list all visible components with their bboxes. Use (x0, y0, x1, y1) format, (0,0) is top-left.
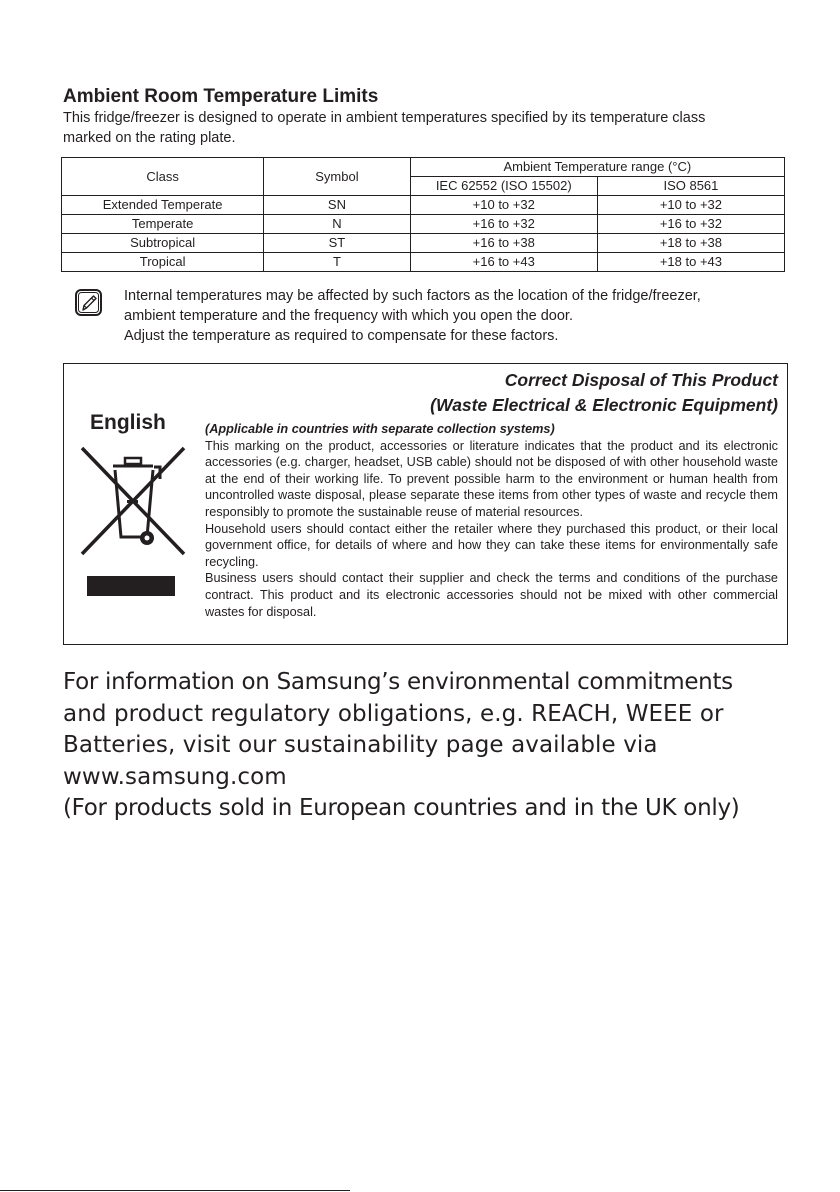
weee-title: Correct Disposal of This Product (504, 370, 778, 390)
header-class: Class (62, 158, 264, 196)
crossed-out-wheelie-bin-icon (80, 446, 186, 556)
note-pencil-icon (75, 289, 102, 316)
temperature-class-table (61, 157, 785, 272)
note-line-3: Adjust the temperature as required to compensate for these factors. (124, 328, 559, 344)
language-label: English (90, 411, 166, 434)
weee-applicable-note: (Applicable in countries with separate collection systems) (205, 422, 555, 436)
cell-iso: +18 to +43 (597, 253, 784, 272)
black-bar (87, 576, 175, 596)
samsung-line-3: Batteries, visit our sustainability page available via (63, 732, 658, 758)
table-row (62, 215, 785, 234)
header-iec: IEC 62552 (ISO 15502) (410, 177, 597, 196)
cell-iso: +10 to +32 (597, 196, 784, 215)
weee-paragraph-2: Household users should contact either the retailer where they purchased this product, or their local government office, for details of where and how they can take these items for environmentally safe recycling. (205, 521, 778, 569)
samsung-line-2: and product regulatory obligations, e.g. REACH, WEEE or (63, 700, 724, 727)
intro-text (63, 108, 783, 148)
cell-iso: +18 to +38 (597, 234, 784, 253)
cell-iso: +16 to +32 (597, 215, 784, 234)
cell-symbol: N (264, 215, 410, 234)
cell-class: Temperate (62, 215, 264, 234)
note-text (124, 286, 784, 346)
note-line-1: Internal temperatures may be affected by such factors as the location of the fridge/freezer, (124, 288, 701, 304)
cell-iec: +16 to +43 (410, 253, 597, 272)
header-iso: ISO 8561 (597, 177, 784, 196)
intro-line-2: marked on the rating plate. (63, 130, 236, 146)
note-line-2: ambient temperature and the frequency with which you open the door. (124, 308, 573, 324)
weee-paragraph-1: This marking on the product, accessories or literature indicates that the product and its electronic accessories (e.g. charger, headset, USB cable) should not be disposed of with other household waste at the end of their working life. To prevent possible harm to the environment or human health from uncontrolled waste disposal, please separate these items from other types of waste and recycle them responsibly to promote the sustainable reuse of material resources. (205, 438, 778, 519)
weee-body-text (205, 421, 778, 620)
section-title: Ambient Room Temperature Limits (63, 86, 379, 107)
cell-class: Tropical (62, 253, 264, 272)
cell-iec: +16 to +38 (410, 234, 597, 253)
header-symbol: Symbol (264, 158, 410, 196)
cell-iec: +16 to +32 (410, 215, 597, 234)
cell-symbol: ST (264, 234, 410, 253)
samsung-sustainability-info (63, 667, 783, 825)
cell-iec: +10 to +32 (410, 196, 597, 215)
samsung-line-1: For information on Samsung’s environmental commitments (63, 669, 733, 695)
table-row (62, 196, 785, 215)
samsung-website-link[interactable]: www.samsung.com (63, 763, 287, 790)
weee-paragraph-3: Business users should contact their supplier and check the terms and conditions of the purchase contract. This product and its electronic accessories should not be mixed with other commercial wastes for disposal. (205, 571, 778, 619)
cell-symbol: T (264, 253, 410, 272)
cell-class: Extended Temperate (62, 196, 264, 215)
table-row (62, 253, 785, 272)
header-ambient-range: Ambient Temperature range (°C) (410, 158, 784, 177)
table-header-row (62, 158, 785, 177)
cell-symbol: SN (264, 196, 410, 215)
weee-subtitle: (Waste Electrical & Electronic Equipment) (430, 395, 778, 415)
footer-rule (0, 1190, 350, 1191)
intro-line-1: This fridge/freezer is designed to operate in ambient temperatures specified by its temperature class (63, 110, 706, 126)
table-row (62, 234, 785, 253)
samsung-line-5: (For products sold in European countries and in the UK only) (63, 795, 740, 821)
cell-class: Subtropical (62, 234, 264, 253)
